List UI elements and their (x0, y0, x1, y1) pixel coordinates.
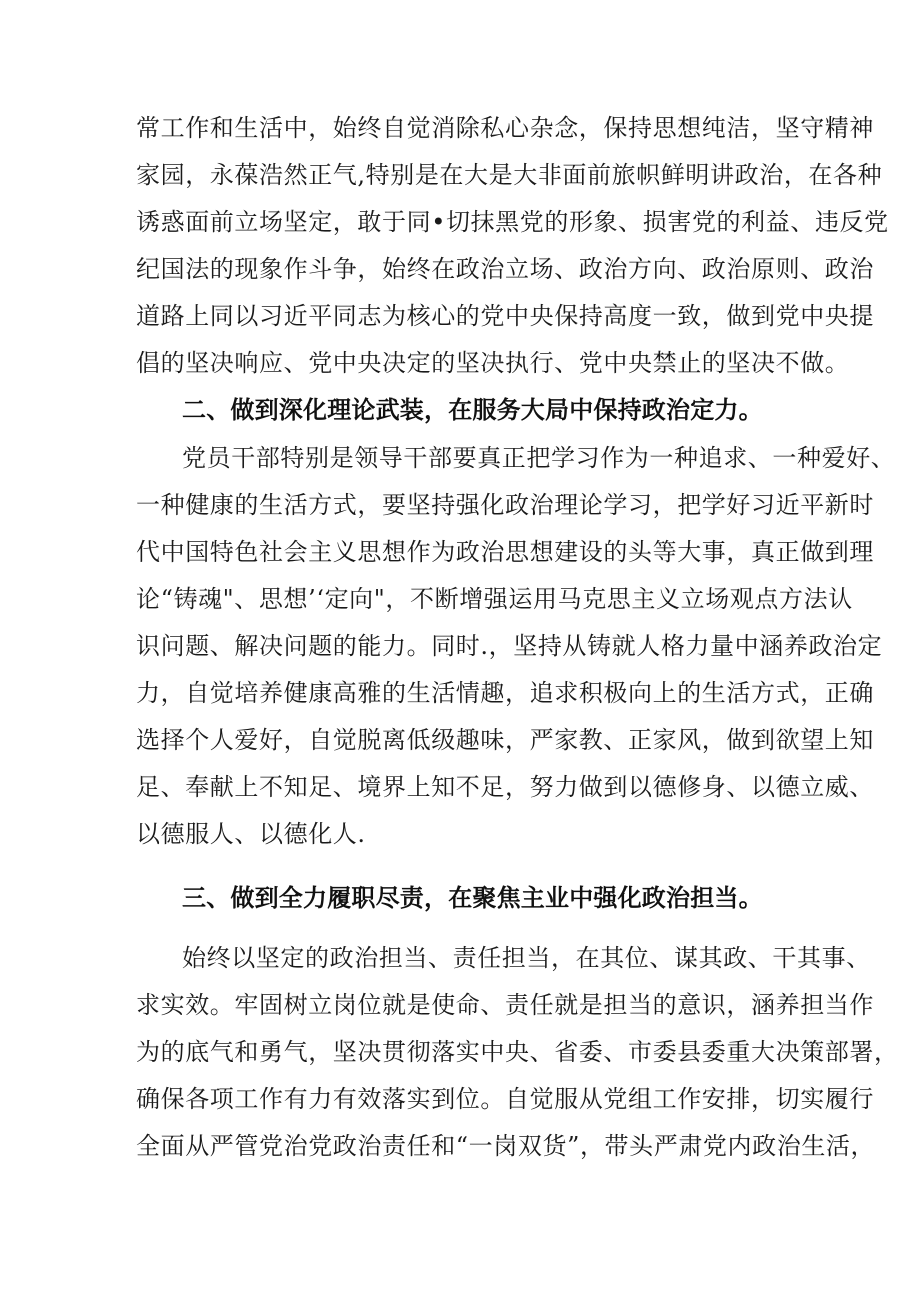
paragraph-line: 家园，永葆浩然正气,特别是在大是大非面前旅帜鲜明讲政治，在各种 (136, 161, 883, 189)
paragraph-line: 常工作和生活中，始终自觉消除私心杂念，保持思想纯洁，坚守精神 (136, 114, 874, 142)
paragraph-line: 确保各项工作有力有效落实到位。自觉服从党组工作安排，切实履行 (136, 1085, 874, 1113)
section-three-heading: 三、做到全力履职尽责，在聚焦主业中强化政治担当。 (182, 884, 763, 912)
paragraph-line: 一种健康的生活方式，要坚持强化政治理论学习，把学好习近平新时 (136, 491, 874, 519)
paragraph-line: 始终以坚定的政治担当、责任担当，在其位、谋其政、干其事、 (182, 944, 871, 972)
paragraph-line: 求实效。牢固树立岗位就是使命、责任就是担当的意识，涵养担当作 (136, 991, 874, 1019)
paragraph-line: 足、奉献上不知足、境界上知不足，努力做到以德修身、以德立威、 (136, 773, 874, 801)
paragraph-line: 道路上同以习近平同志为核心的党中央保持高度一致，做到党中央提 (136, 302, 874, 330)
paragraph-line: 代中国特色社会主义思想作为政治思想建设的头等大事，真正做到理 (136, 538, 874, 566)
section-two-heading: 二、做到深化理论武装，在服务大局中保持政治定力。 (182, 396, 763, 424)
paragraph-line: 选择个人爱好，自觉脱离低级趣味，严家教、正家风，做到欲望上知 (136, 726, 874, 754)
paragraph-line: 力，自觉培养健康高雅的生活情趣，追求积极向上的生活方式，正确 (136, 679, 874, 707)
paragraph-line: 识问题、解决问题的能力。同时.，坚持从铸就人格力量中涵养政治定 (136, 632, 883, 660)
paragraph-line: 论“铸魂"、思想’‘定向"，不断增强运用马克思主义立场观点方法认 (136, 585, 853, 613)
paragraph-line: 为的底气和勇气，坚决贯彻落实中央、省委、市委县委重大决策部署， (136, 1038, 899, 1066)
paragraph-line: 诱惑面前立场坚定，敢于同•切抹黑党的形象、损害党的利益、违反党 (136, 208, 889, 236)
paragraph-line: 倡的坚决响应、党中央决定的坚决执行、党中央禁止的坚决不做。 (136, 349, 850, 377)
paragraph-line: 全面从严管党治党政治责任和“一岗双货”，带头严肃党内政治生活， (136, 1132, 876, 1160)
paragraph-line: 党员干部特别是领导干部要真正把学习作为一种追求、一种爱好、 (182, 444, 896, 472)
paragraph-line: 纪国法的现象作斗争，始终在政治立场、政治方向、政治原则、政治 (136, 255, 874, 283)
paragraph-line: 以德服人、以德化人. (136, 820, 366, 848)
